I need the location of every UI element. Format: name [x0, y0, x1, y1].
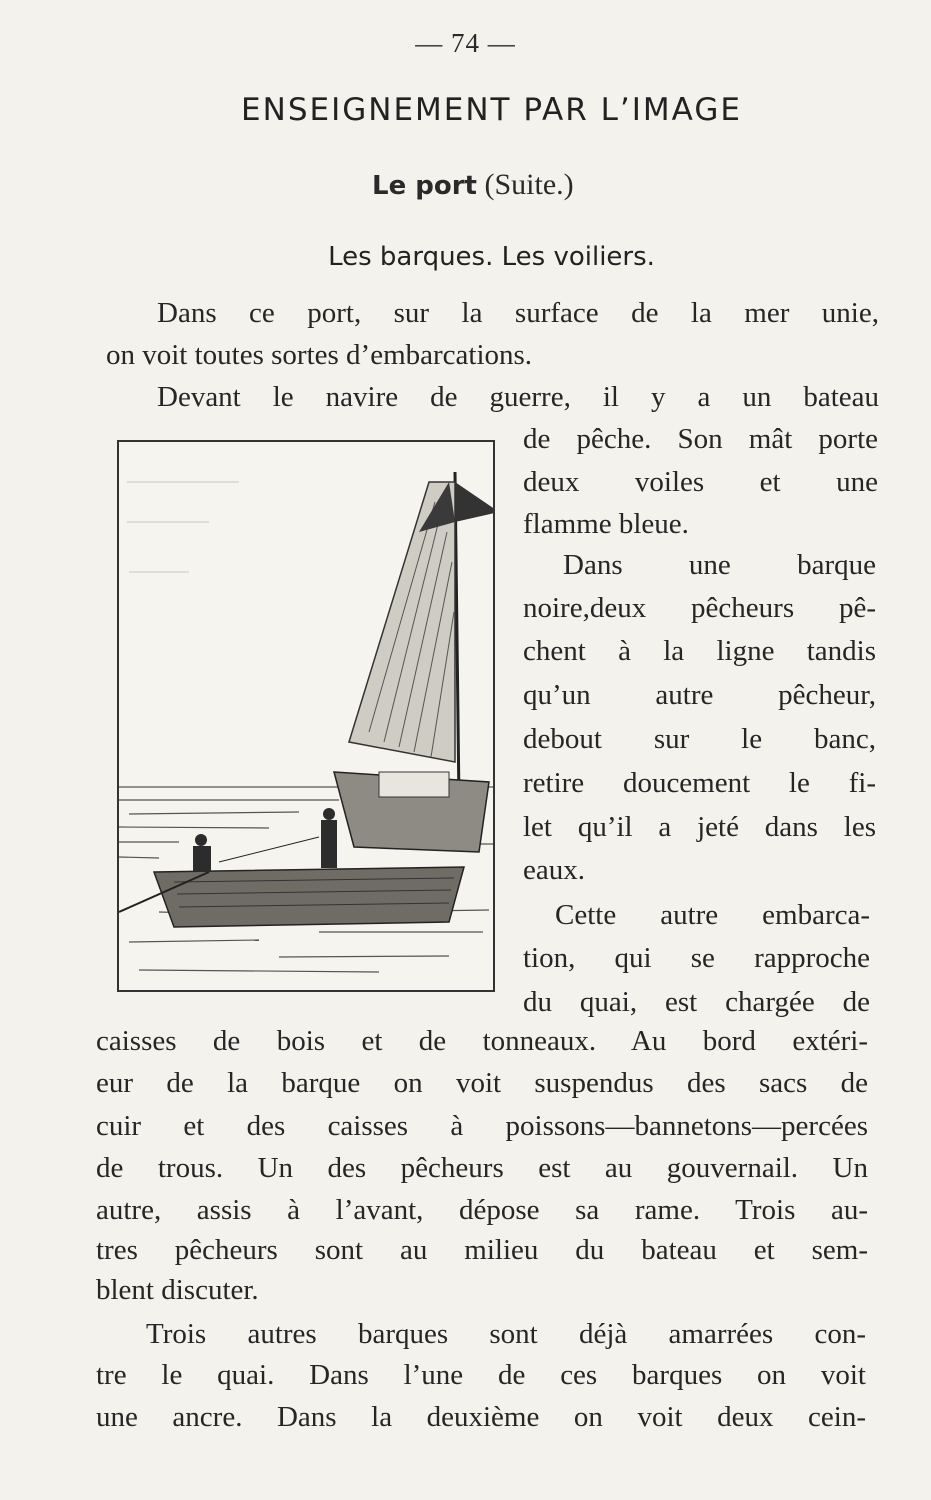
text-line: caisses de bois et de tonneaux. Au bord extéri- [96, 1025, 868, 1057]
text-line: cuir et des caisses à poissons—bannetons—percées [96, 1110, 868, 1142]
text-line: deux voiles et une [523, 466, 878, 498]
subheading-rest: (Suite.) [476, 168, 574, 201]
page-number: — 74 — [415, 28, 516, 58]
engraving-drawing [119, 442, 493, 990]
text-line: de pêche. Son mât porte [523, 423, 878, 455]
text-line: tion, qui se rapproche [523, 942, 870, 974]
text-line: on voit toutes sortes d’embarcations. [106, 339, 533, 371]
text-line: Devant le navire de guerre, il y a un bateau [157, 381, 879, 413]
text-line: debout sur le banc, [523, 723, 876, 755]
text-line: Dans ce port, sur la surface de la mer unie, [157, 297, 879, 329]
text-line: let qu’il a jeté dans les [523, 811, 876, 843]
text-line: une ancre. Dans la deuxième on voit deux cein- [96, 1401, 866, 1433]
text-line: qu’un autre pêcheur, [523, 679, 876, 711]
text-line: de trous. Un des pêcheurs est au gouvernail. Un [96, 1152, 868, 1184]
text-line: Dans une barque [563, 549, 876, 581]
subheading-bold: Le port [372, 171, 477, 201]
text-line: retire doucement le fi- [523, 767, 876, 799]
text-line: tre le quai. Dans l’une de ces barques on voit [96, 1359, 866, 1391]
text-line: Cette autre embarca- [555, 899, 870, 931]
text-line: tres pêcheurs sont au milieu du bateau et sem- [96, 1234, 868, 1266]
text-line: eaux. [523, 854, 585, 886]
text-line: eur de la barque on voit suspendus des sacs de [96, 1067, 868, 1099]
section-title: Les barques. Les voiliers. [328, 242, 655, 272]
subheading [372, 168, 574, 202]
page-heading: ENSEIGNEMENT PAR L’IMAGE [241, 92, 742, 128]
text-line: blent discuter. [96, 1274, 259, 1306]
text-line: noire,deux pêcheurs pê- [523, 592, 876, 624]
text-line: autre, assis à l’avant, dépose sa rame. Trois au- [96, 1194, 868, 1226]
text-line: chent à la ligne tandis [523, 635, 876, 667]
text-line: Trois autres barques sont déjà amarrées con- [146, 1318, 866, 1350]
sailing-boat-illustration [117, 440, 495, 992]
text-line: flamme bleue. [523, 508, 689, 540]
text-line: du quai, est chargée de [523, 986, 870, 1018]
